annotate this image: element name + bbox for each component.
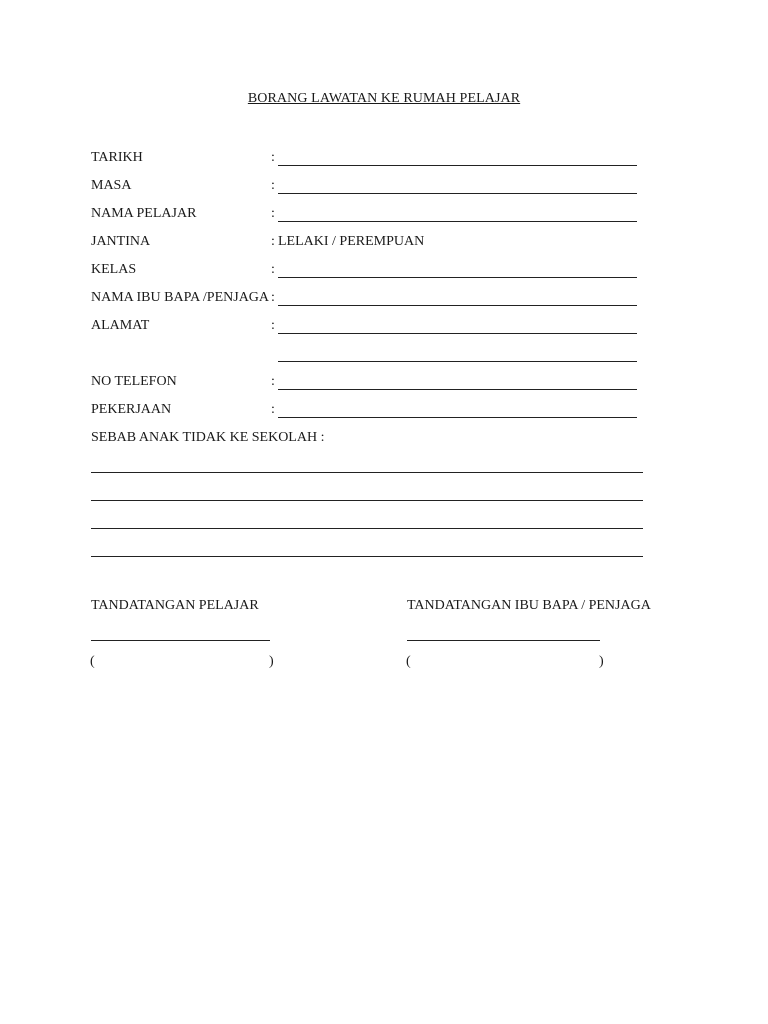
signature-ibu-bapa-label: TANDATANGAN IBU BAPA / PENJAGA [407, 598, 651, 613]
sebab-label: SEBAB ANAK TIDAK KE SEKOLAH : [91, 430, 325, 445]
pekerjaan-label: PEKERJAAN [91, 402, 172, 417]
nama-pelajar-input-line[interactable] [278, 221, 637, 222]
sebab-input-line-3[interactable] [91, 528, 643, 529]
nama-pelajar-colon: : [271, 206, 275, 221]
field-tarikh [91, 150, 651, 170]
signature-pelajar-open-paren: ( [90, 654, 95, 669]
no-telefon-label: NO TELEFON [91, 374, 177, 389]
signature-ibu-bapa-close-paren: ) [599, 654, 604, 669]
nama-ibu-bapa-label: NAMA IBU BAPA /PENJAGA [91, 290, 270, 305]
kelas-label: KELAS [91, 262, 137, 277]
field-masa [91, 178, 651, 198]
tarikh-colon: : [271, 150, 275, 165]
sebab-input-line-1[interactable] [91, 472, 643, 473]
field-nama-pelajar [91, 206, 651, 226]
signature-pelajar-label: TANDATANGAN PELAJAR [91, 598, 259, 613]
pekerjaan-input-line[interactable] [278, 417, 637, 418]
field-pekerjaan [91, 402, 651, 422]
no-telefon-colon: : [271, 374, 275, 389]
field-sebab [91, 430, 651, 450]
alamat-colon: : [271, 318, 275, 333]
nama-ibu-bapa-input-line[interactable] [278, 305, 637, 306]
masa-input-line[interactable] [278, 193, 637, 194]
jantina-label: JANTINA [91, 234, 151, 249]
sebab-input-line-2[interactable] [91, 500, 643, 501]
signature-pelajar-close-paren: ) [269, 654, 274, 669]
nama-ibu-bapa-colon: : [271, 290, 275, 305]
pekerjaan-colon: : [271, 402, 275, 417]
no-telefon-input-line[interactable] [278, 389, 637, 390]
sebab-input-line-4[interactable] [91, 556, 643, 557]
tarikh-label: TARIKH [91, 150, 143, 165]
masa-label: MASA [91, 178, 132, 193]
nama-pelajar-label: NAMA PELAJAR [91, 206, 197, 221]
alamat-input-line-1[interactable] [278, 333, 637, 334]
jantina-options[interactable]: LELAKI / PEREMPUAN [278, 234, 425, 249]
field-alamat-continued [91, 346, 651, 366]
signature-ibu-bapa-line[interactable] [407, 640, 600, 641]
signature-ibu-bapa-open-paren: ( [406, 654, 411, 669]
kelas-input-line[interactable] [278, 277, 637, 278]
field-no-telefon [91, 374, 651, 394]
jantina-colon: : [271, 234, 275, 249]
field-nama-ibu-bapa [91, 290, 651, 310]
form-title: BORANG LAWATAN KE RUMAH PELAJAR [247, 91, 521, 106]
field-kelas [91, 262, 651, 282]
alamat-label: ALAMAT [91, 318, 150, 333]
tarikh-input-line[interactable] [278, 165, 637, 166]
alamat-input-line-2[interactable] [278, 361, 637, 362]
field-alamat [91, 318, 651, 338]
masa-colon: : [271, 178, 275, 193]
field-jantina [91, 234, 651, 254]
signature-pelajar-line[interactable] [91, 640, 270, 641]
kelas-colon: : [271, 262, 275, 277]
